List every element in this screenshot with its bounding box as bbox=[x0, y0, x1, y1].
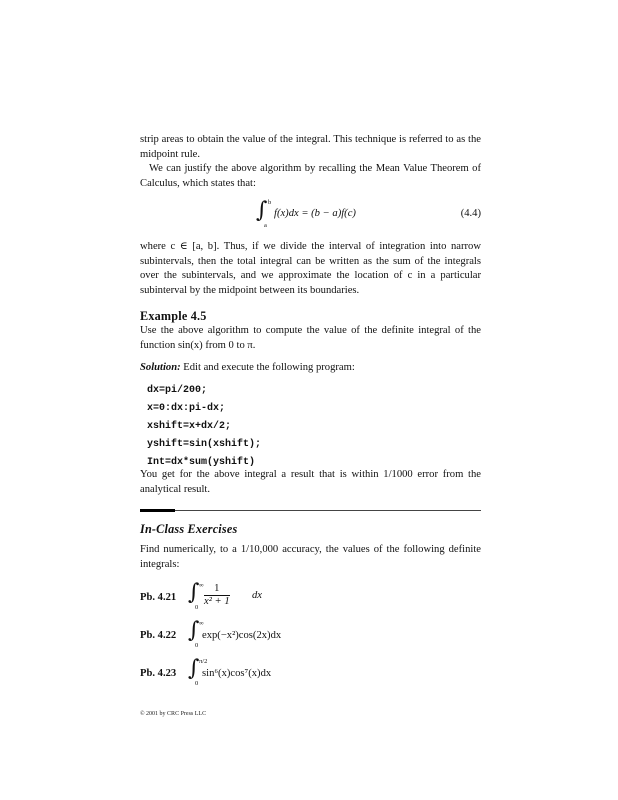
equation-body: f(x)dx = (b − a)f(c) bbox=[274, 208, 356, 219]
integral-sign: ∫ bbox=[188, 580, 200, 605]
intro-block bbox=[140, 133, 481, 191]
equation-4-4 bbox=[140, 198, 481, 230]
problem-label: Pb. 4.22 bbox=[140, 630, 177, 641]
problem-label: Pb. 4.21 bbox=[140, 592, 177, 603]
code-line: Int=dx*sum(yshift) bbox=[147, 457, 256, 469]
integral-upper-limit: ∞ bbox=[199, 620, 204, 627]
integrand: sin⁶(x)cos⁷(x)dx bbox=[202, 668, 272, 679]
copyright-footer: © 2001 by CRC Press LLC bbox=[140, 711, 207, 717]
result-text: You get for the above integral a result that is within 1/1000 error from the analytical result. bbox=[140, 469, 481, 495]
integral-lower-limit: 0 bbox=[195, 642, 199, 649]
exercises-intro: Find numerically, to a 1/10,000 accuracy, the values of the following definite integrals: bbox=[140, 544, 481, 570]
fraction bbox=[204, 583, 230, 608]
integral-lower-limit: 0 bbox=[195, 604, 199, 611]
integrand-tail: dx bbox=[252, 590, 262, 601]
code-block bbox=[147, 382, 477, 472]
code-line: yshift=sin(xshift); bbox=[147, 439, 262, 451]
example-text: Use the above algorithm to compute the value of the definite integral of the function sin(x) from 0 to π. bbox=[140, 325, 481, 351]
problem-4-23 bbox=[140, 658, 481, 692]
code-line: x=0:dx:pi-dx; bbox=[147, 403, 226, 415]
fraction-denominator: x² + 1 bbox=[204, 596, 230, 607]
integral-upper-limit: ∞ bbox=[199, 582, 204, 589]
exercises-title: In-Class Exercises bbox=[140, 522, 238, 536]
integral-sign: ∫ bbox=[188, 656, 200, 681]
intro-paragraph-1: strip areas to obtain the value of the integral. This technique is referred to as the midpoint rule. bbox=[140, 134, 481, 160]
solution-label: Solution: bbox=[140, 362, 181, 373]
integral-upper-limit: b bbox=[268, 199, 272, 206]
after-equation-paragraph: where c ∈ [a, b]. Thus, if we divide the interval of integration into narrow subintervals, then the total integral can be written as the sum of the integrals over the subintervals, and we approximate the location of c in a particular subinterval by the midpoint between its boundaries. bbox=[140, 241, 481, 296]
result-block bbox=[140, 468, 481, 497]
integral-upper-limit: π/2 bbox=[199, 658, 208, 665]
section-divider-accent bbox=[140, 509, 175, 512]
after-equation-block bbox=[140, 240, 481, 298]
example-title: Example 4.5 bbox=[140, 309, 207, 323]
exercises-intro-block bbox=[140, 543, 481, 572]
integral-lower-limit: 0 bbox=[195, 680, 199, 687]
section-divider bbox=[140, 510, 481, 511]
code-line: dx=pi/200; bbox=[147, 385, 208, 396]
solution-text: Edit and execute the following program: bbox=[180, 362, 355, 373]
problem-4-22 bbox=[140, 620, 481, 654]
solution-line bbox=[140, 361, 481, 376]
integrand: exp(−x²)cos(2x)dx bbox=[202, 630, 282, 641]
code-line: xshift=x+dx/2; bbox=[147, 421, 232, 433]
problem-label: Pb. 4.23 bbox=[140, 668, 177, 679]
integral-sign: ∫ bbox=[256, 198, 268, 223]
integral-lower-limit: a bbox=[264, 222, 267, 229]
example-text-block bbox=[140, 324, 481, 353]
fraction-numerator: 1 bbox=[204, 583, 230, 596]
integral-sign: ∫ bbox=[188, 618, 200, 643]
equation-number: (4.4) bbox=[460, 208, 481, 219]
intro-paragraph-2: We can justify the above algorithm by recalling the Mean Value Theorem of Calculus, which states that: bbox=[140, 163, 481, 189]
problem-4-21 bbox=[140, 582, 481, 616]
